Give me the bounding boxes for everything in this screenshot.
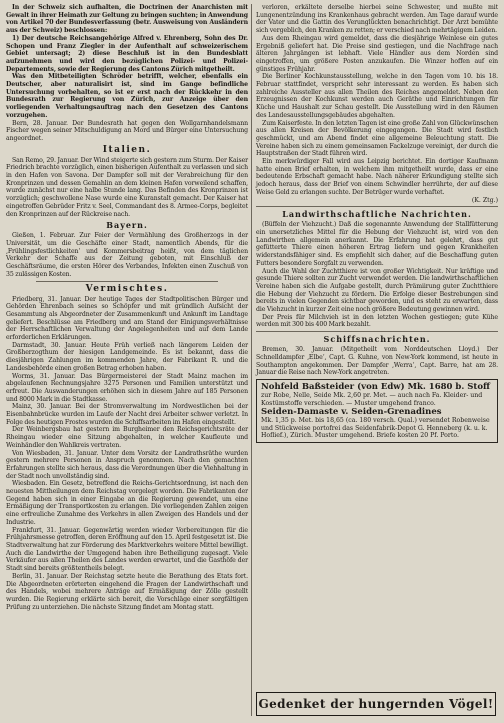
article-paragraph: Bremen, 30. Januar. (Mitgetheilt vom Norddeutschen Lloyd.) Der Schnelldampfer ‚Elbe‘, Capt. G. Kuhne, von New-York kommend, ist heute in Southampton angekommen. Der Dampfer ‚Werra‘, Capt. Barre, hat am 28. Januar die Reise nach New-York angetreten. xyxy=(256,346,498,377)
section-heading-italien: Italien. xyxy=(102,144,152,155)
article-paragraph: Zum Kaiserfeste. In den letzten Tagen ist eine große Zahl von Glückwünschen aus allen Kreisen der Bevölkerung eingegangen. Die Stadt wird festlich geschmückt, und am Abend findet eine allgemeine Beleuchtung statt. Die Vereine haben sich zu einem gemeinsamen Fackelzuge vereinigt, der durch die Hauptstraßen der Stadt führen wird. xyxy=(256,119,498,158)
divider xyxy=(256,331,498,332)
source-signature: (K. Ztg.) xyxy=(471,196,498,204)
article-paragraph: San Remo, 29. Januar. Der Wind steigerte sich gestern zum Sturm. Der Kaiser Friedrich brachte vorzüglich, einen bisherigen Aufenthalt zu verlassen und sich in den Hafen von Savona. Der Dampfer soll mit der Verabreichung für den Kronprinzen und dessen Gemahlin an dem kleinen Hafen vorweilend schaffen, wurde zunächst nur eine halbe Stunde lang. Das Befinden des Kronprinzen ist vorzüglich; geschwollene Nase wurde eine Kuranstalt gemacht. Der Kaiser hat eingetroffen Gebrüder Fritz v. Seel, Commandant des 8. Armee-Corps, begleitet den Kronprinzen auf der Rückreise nach. xyxy=(6,156,248,218)
article-paragraph: Was den Mitbeteiligten Schröder betrifft, welcher, ebenfalls ein Deutscher, aber naturalisirt ist, sind im Gange befindliche Untersuchung vorbehalten, so ist er erst nach der Rückkehr in den Bundesrath zur Regierung von Zürich, zur Anzeige über den vorliegenden Verhaltungsauftrag nach den Gesetzen des Cantons vorzugehen. xyxy=(6,73,248,119)
article-paragraph: (Büffeln der Viehzucht.) Daß die sogenannte Anwendung der Stallfütterung ein unersetzliches Mittel für die Hebung der Viehzucht ist, wird von den Landwirthen allgemein anerkannt. Die Erfahrung hat gelehrt, dass gut gefütterte Thiere einen höheren Ertrag liefern und gegen Krankheiten widerstandsfähiger sind. Es empfiehlt sich daher, auf die Beschaffung guten Futters besondere Sorgfalt zu verwenden. xyxy=(256,221,498,267)
article-paragraph: Auch die Wahl der Zuchtthiere ist von großer Wichtigkeit. Nur kräftige und gesunde Thiere sollten zur Zucht verwendet werden. Die landwirthschaftlichen Vereine haben sich die Aufgabe gestellt, durch Prämiirung guter Zuchtthiere die Hebung der Viehzucht zu fördern. Die Erfolge dieser Bestrebungen sind bereits in vielen Gegenden sichtbar geworden, und es steht zu erwarten, dass die Viehzucht in kurzer Zeit eine noch größere Bedeutung gewinnen wird. xyxy=(256,267,498,314)
section-heading-landwirthschaft: Landwirthschaftliche Nachrichten. xyxy=(282,209,472,220)
article-paragraph: Mainz, 30. Januar. Bei der Stromverwaltung im Nordwestlichen bei der Eisenbahnbrücke wurden im Laufe der Nacht drei Arbeiter schwer verletzt. In Folge des heutigen Frostes wurden die Schiffsarbeiten im Hafen eingestellt. xyxy=(6,403,248,426)
article-paragraph: Berlin, 31. Januar. Der Reichstag setzte heute die Berathung des Etats fort. Die Abgeordneten erörterten eingehend die Fragen der Landwirthschaft und des Handels, wobei mehrere Anträge auf Ermäßigung der Zölle gestellt wurden. Die Regierung erklärte sich bereit, die Vorschläge einer sorgfältigen Prüfung zu unterziehen. Die nächste Sitzung findet am Montag statt. xyxy=(6,572,248,611)
section-heading-vermischtes: Vermischtes. xyxy=(85,283,169,294)
right-column xyxy=(256,4,498,443)
article-paragraph: Darmstadt, 30. Januar. Heute Früh verließ nach längerem Leiden der Großherzogthum der hiesigen Landgemeinde. Es ist bekannt, dass die diesjährigen Zahlungen im kommenden Jahre, der Fabrikant R. und die Landesbehörde einen großen Betrag erhoben haben. xyxy=(6,341,248,372)
left-column xyxy=(6,4,248,611)
divider xyxy=(36,281,218,282)
article-paragraph: Die Berliner Kochkunstausstellung, welche in den Tagen vom 10. bis 18. Februar stattfindet, verspricht sehr interessant zu werden. Es haben sich zahlreiche Aussteller aus allen Theilen des Reiches angemeldet. Neben den Erzeugnissen der Kochkunst werden auch Geräthe und Einrichtungen für Küche und Haushalt zur Schau gestellt. Die Ausstellung wird in den Räumen des Landesausstellungsgebäudes abgehalten. xyxy=(256,73,498,119)
banner-appeal: Gedenket der hungernden Vögel! xyxy=(256,692,496,716)
article-paragraph: Der Preis für Milchvieh ist in den letzten Wochen gestiegen; gute Kühe werden mit 300 bis 400 Mark bezahlt. xyxy=(256,313,498,329)
article-paragraph: Friedberg, 31. Januar. Der heutige Tages der Stadtpolitischen Bürger und Gehörden Ehrenbach seines so Schöpfer und mit gründlich Aufsicht der Gesammtung als Abgeordneter der Zusammenkunft und Ankunft im Landtage geliefert. Beschlüsse am Friedberg und am Stand der Einigungsverhältnisse der Herrschaftlichen Verwaltung der Angelegenheiten und auf dem Lande erforderlichen Erklärungen. xyxy=(6,295,248,342)
decree-paragraph: 1) Der deutsche Reichsangehörige Alfred v. Ehrenberg, Sohn des Dr. Schopen und Franz Ziegler in der Aufenthalt auf schweizerischem Gebiet untersagt; 2) diese Beschluß ist in den Bundesblatt aufzunehmen und wird den bezüglichen Polizei- und Polizei-Departements, sowie der Regierung des Cantons Zürich mitgetheilt. xyxy=(6,34,248,73)
article-paragraph: Wiesbaden. Ein Gesetz, betreffend die Reichs-Gerichtsordnung, ist nach den neuesten Mittheilungen dem Reichstag vorgelegt worden. Die Fabrikanten der Gegend haben sich in einer Eingabe an die Regierung gewendet, um eine Ermäßigung der Transportkosten zu erlangen. Die vorliegenden Zahlen zeigen eine erfreuliche Zunahme des Verkehrs in allen Zweigen des Handels und der Industrie. xyxy=(6,480,248,526)
article-paragraph: Aus dem Rheingau wird gemeldet, dass die diesjährige Weinlese ein gutes Ergebniß geliefert hat. Die Preise sind gestiegen, und die Nachfrage nach älteren Jahrgängen ist lebhaft. Viele Händler aus dem Norden sind eingetroffen, um größere Posten anzukaufen. Die Winzer hoffen auf ein günstiges Frühjahr. xyxy=(256,34,498,73)
column-rule xyxy=(251,4,252,716)
ad-body: zur Robe, Nelle, Seide Mk. 2,60 pr. Met. — auch nach Fa. Kleider- und Kostümstoffe verschieden. — Muster umgehend franco. xyxy=(261,391,483,407)
section-heading-bayern: Bayern. xyxy=(106,220,148,231)
advertisement-box xyxy=(256,379,498,443)
article-paragraph: Ein merkwürdiger Fall wird aus Leipzig berichtet. Ein dortiger Kaufmann hatte einen Brief erhalten, in welchem ihm mitgetheilt wurde, dass er eine bedeutende Erbschaft gemacht habe. Nach näherer Erkundigung stellte sich jedoch heraus, dass der Brief von einem Schwindler herrührte, der auf diese Weise Geld zu erlangen suchte. Der Betrüger wurde verhaftet. xyxy=(256,158,498,196)
article-paragraph: Gießen, 1. Februar. Zur Feier der Vermählung des Großherzogs in der Universität, um die Geschäfte einer Stadt, namentlich Abends, für die ‚Frühlingsfestlichkeiten‘ und Kommersbeitrag heißt, von dem täglichen Verkehr der Schaffe aus der Zeitung geboten, mit Einschluß der Geschäftsräume, die ersten Hörer des Verbandes, Infekten einen Zuschuß von 35 zulässigen Kosten. xyxy=(6,232,248,278)
article-paragraph: Frankfurt, 31. Januar. Gegenwärtig werden wieder Vorbereitungen für die Frühjahrsmesse getroffen, deren Eröffnung auf den 15. April festgesetzt ist. Die Stadtverwaltung hat zur Förderung des Marktverkehrs weitere Mittel bewilligt. Auch die Landwirthe der Umgegend haben ihre Betheiligung zugesagt. Viele Verkäufer aus allen Theilen des Landes werden erwartet, und die Gasthöfe der Stadt sind bereits größtentheils belegt. xyxy=(6,526,248,573)
article-paragraph: Bern, 28. Januar. Der Bundesrath hat gegen den Wollgarnhandelsmann Fischer wegen seiner Mitschuldigung an Mord und Bürger eine Untersuchung angeordnet. xyxy=(6,119,248,142)
ad-title: Seiden-Damaste v. Seiden-Grenadines xyxy=(261,407,442,418)
article-paragraph: Von Wiesbaden, 31. Januar. Unter dem Vorsitz der Landrathsräthe wurden gestern mehrere Personen in Anspruch genommen. Nach den gemachten Erfahrungen stellte sich heraus, dass die Verordnungen über die Viehhaltung in der Stadt noch unvollständig sind. xyxy=(6,449,248,480)
intro-paragraph: In der Schweiz sich aufhalten, die Doctrinen der Anarchisten mit Gewalt in ihrer Heimath zur Geltung zu bringen suchten; in Anwendung von Artikel 70 der Bundesverfassung (betr. Ausweisung von Ausländern aus der Schweiz) beschlossen: xyxy=(6,4,248,35)
ad-title: Nohfeld Baßsteider (von Edw) Mk. 1680 b. Stoff xyxy=(261,381,490,392)
article-paragraph: verloren, erkältete derselbe hierbei seine Schwester, und mußte mit Lungenentzündung ins Krankenhaus gebracht werden. Am Tage darauf wurde der Vater und die Gattin des Verunglückten benachrichtigt. Der Arzt bemühte sich vergeblich, den Kranken zu retten; er verschied nach mehrtägigem Leiden. xyxy=(256,4,498,35)
divider xyxy=(256,206,498,207)
section-heading-schiffsnachrichten: Schiffsnachrichten. xyxy=(323,334,431,345)
article-paragraph: Der Weinbergsbau hat gestern im Burgheimer den Reichsgerichtsräte der Rheingau wieder eine Sitzung abgehalten, in welcher Kaufleute und Weinhändler den Wahlkreis vertraten. xyxy=(6,426,248,449)
ad-body: Mk. 1,35 p. Met. bis 18,65 (ca. 180 versch. Qual.) versendet Robenweise und Stückweise portofrei das Seidenfabrik-Depot G. Henneberg (k. u. k. Hoflief.), Zürich. Muster umgehend. Briefe kosten 20 Pf. Porto. xyxy=(261,417,490,440)
article-paragraph: Worms, 31. Januar. Das Bürgermeisterei der Stadt Mainz machen im abgelaufenen Rechnungsjahre 3275 Personen und Familien unterstützt und erfreut. Die Auswanderungen erhöhen sich in diesem Jahre auf 185 Personen und 8000 Mark in die Stadtkasse. xyxy=(6,372,248,403)
